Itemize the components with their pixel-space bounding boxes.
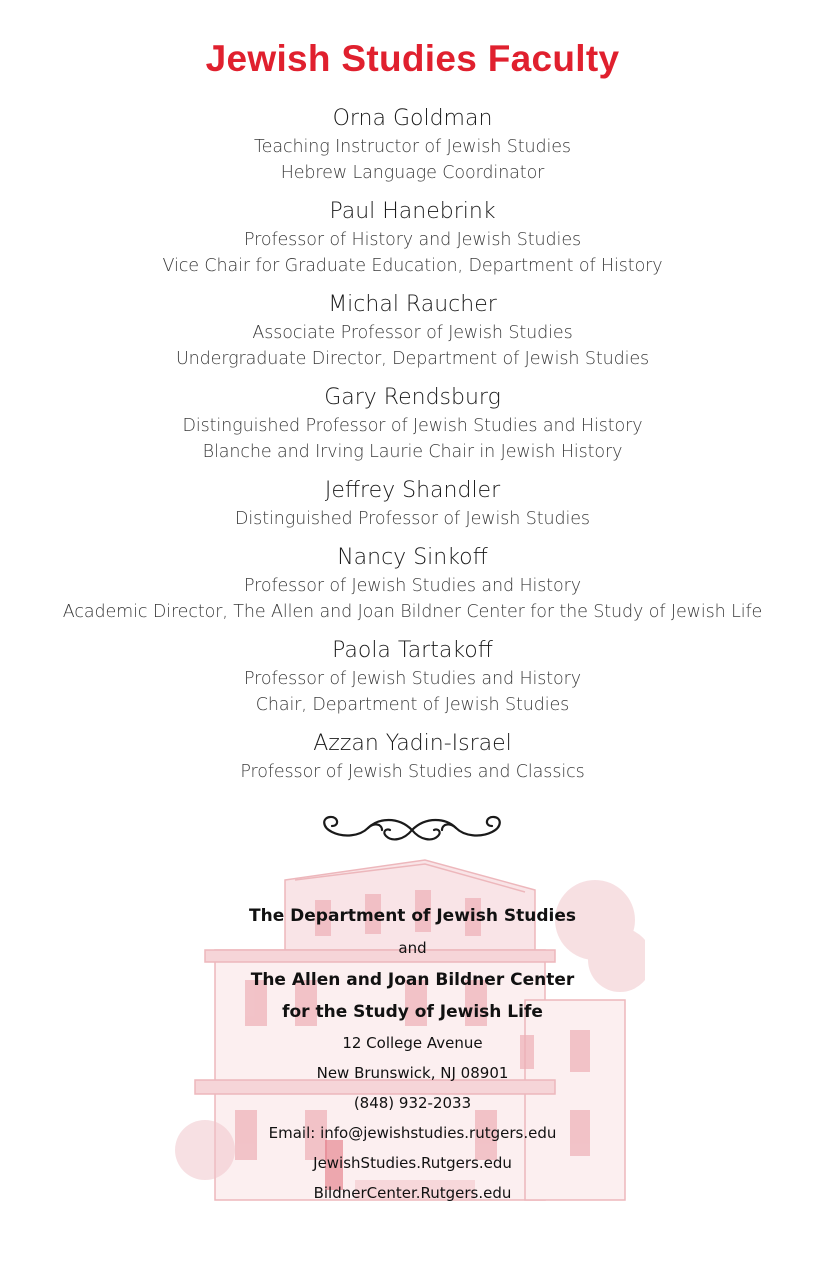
faculty-role: Professor of Jewish Studies and History — [243, 669, 582, 689]
email-address: Email: info@jewishstudies.rutgers.edu — [268, 1124, 557, 1142]
street-address: 12 College Avenue — [342, 1034, 483, 1052]
faculty-member — [0, 476, 825, 532]
faculty-role: Professor of History and Jewish Studies — [243, 230, 582, 250]
faculty-name: Azzan Yadin-Israel — [313, 731, 512, 756]
center-name-line1: The Allen and Joan Bildner Center — [250, 970, 575, 990]
faculty-name: Jeffrey Shandler — [324, 478, 501, 503]
faculty-role: Professor of Jewish Studies and History — [243, 576, 582, 596]
conjunction: and — [398, 939, 427, 957]
faculty-name: Michal Raucher — [328, 292, 497, 317]
faculty-role: Vice Chair for Graduate Education, Department of History — [162, 256, 663, 276]
faculty-role: Academic Director, The Allen and Joan Bildner Center for the Study of Jewish Life — [62, 602, 763, 622]
website-bildner-center: BildnerCenter.Rutgers.edu — [313, 1184, 512, 1202]
department-name: The Department of Jewish Studies — [249, 906, 576, 926]
faculty-member — [0, 104, 825, 186]
phone-number: (848) 932-2033 — [353, 1094, 472, 1112]
faculty-role: Distinguished Professor of Jewish Studies — [235, 509, 590, 529]
faculty-member — [0, 729, 825, 785]
faculty-name: Orna Goldman — [332, 106, 493, 131]
faculty-role: Professor of Jewish Studies and Classics — [240, 762, 585, 782]
contact-block — [0, 900, 825, 1208]
faculty-role: Undergraduate Director, Department of Jewish Studies — [175, 349, 650, 369]
page-title: Jewish Studies Faculty — [205, 38, 620, 79]
faculty-role: Hebrew Language Coordinator — [280, 163, 545, 183]
city-address: New Brunswick, NJ 08901 — [316, 1064, 509, 1082]
faculty-member — [0, 383, 825, 465]
faculty-list — [0, 104, 825, 796]
faculty-member — [0, 636, 825, 718]
center-name-line2: for the Study of Jewish Life — [282, 1002, 543, 1022]
faculty-role: Teaching Instructor of Jewish Studies — [254, 137, 571, 157]
faculty-role: Blanche and Irving Laurie Chair in Jewish History — [202, 442, 623, 462]
faculty-name: Nancy Sinkoff — [337, 545, 488, 570]
faculty-member — [0, 543, 825, 625]
faculty-member — [0, 197, 825, 279]
faculty-role: Distinguished Professor of Jewish Studies and History — [182, 416, 643, 436]
faculty-member — [0, 290, 825, 372]
faculty-name: Gary Rendsburg — [324, 385, 501, 410]
scroll-ornament-icon — [316, 810, 508, 850]
faculty-name: Paola Tartakoff — [332, 638, 493, 663]
faculty-name: Paul Hanebrink — [329, 199, 496, 224]
faculty-role: Associate Professor of Jewish Studies — [252, 323, 573, 343]
faculty-role: Chair, Department of Jewish Studies — [255, 695, 570, 715]
website-jewish-studies: JewishStudies.Rutgers.edu — [313, 1154, 512, 1172]
